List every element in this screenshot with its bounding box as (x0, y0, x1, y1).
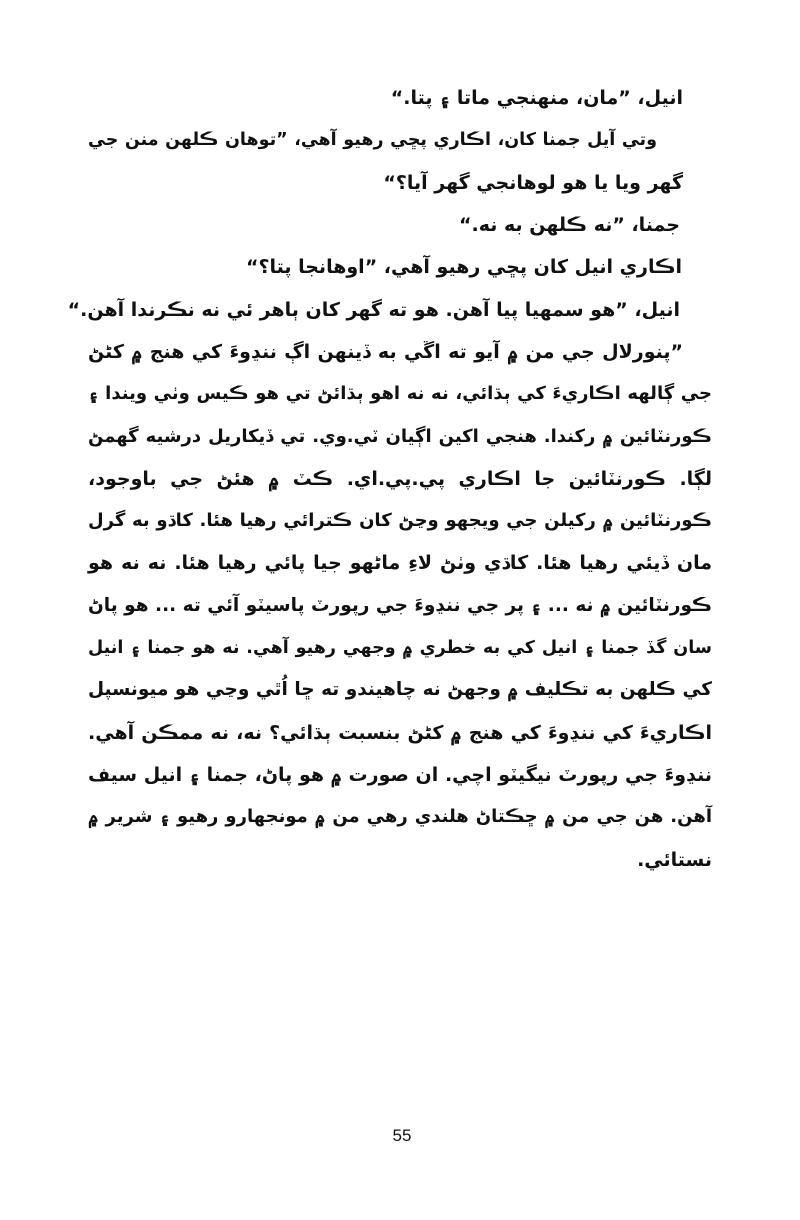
text-line: انيل، ”هو سمهيا پيا آهن. هو ته گهر کان ٻاهر ئي نه نڪرندا آهن.“ (67, 299, 680, 321)
text-line: کي ڪلهن به تڪليف ۾ وجهڻ نه چاهيندو ته ڇا اُٿي وڃي هو ميونسپل (88, 679, 712, 700)
text-line: آهن. هن جي من ۾ ڇڪتاڻ هلندي رهي من ۾ مونجهارو رهيو ۽ شرير ۾ (88, 806, 712, 827)
text-line: ننڍوءَ جي رپورٽ نيگيٽو اچي. ان صورت ۾ هو پاڻ، جمنا ۽ انيل سيف (88, 764, 712, 786)
text-line: ڪورنٽائين ۾ رکندا. هنجي اکين اڳيان ٽي.وي. تي ڏيکاريل درشيه گهمڻ (88, 426, 712, 447)
text-line: اڪاريءَ کي ننڍوءَ کي هنج ۾ کڻڻ بنسبت ٻڌائي؟ نه، نه ممڪن آهي. (88, 722, 712, 744)
text-line: نستائي. (637, 849, 712, 871)
text-line: ڪورنٽائين ۾ رکيلن جي ويجهو وڃڻ کان ڪترائي رهيا هئا. کاڌو به گرل (88, 510, 712, 531)
page-number: 55 (392, 1126, 412, 1145)
text-line: مان ڏيئي رهيا هئا. کاڌي وٺڻ لاءِ ماڻهو جيا پائي رهيا هئا. نه نه هو (88, 552, 712, 574)
text-line: سان گڏ جمنا ۽ انيل کي به خطري ۾ وجهي رهيو آهي. نه هو جمنا ۽ انيل (88, 638, 712, 658)
text-line: ڪورنٽائين ۾ نه ... ۽ پر جي ننڍوءَ جي رپورٽ پاسيٽو آئي ته ... هو پاڻ (88, 595, 712, 616)
text-line: جمنا، ”نه ڪلهن به نه.“ (459, 214, 680, 236)
text-line: وتي آيل جمنا کان، اڪاري پڇي رهيو آهي، ”توهان ڪلهن منن جي (88, 130, 657, 150)
text-line: گهر ويا يا هو لوهانجي گهر آيا؟“ (383, 172, 683, 194)
text-line: ”پنورلال جي من ۾ آيو ته اڱي به ڏينهن اڳ ننڍوءَ کي هنج ۾ کڻڻ (88, 341, 683, 363)
text-line: انيل، ”مان، منهنجي ماتا ۽ پتا.“ (390, 87, 683, 109)
text-line: لڳا. ڪورنٽائين جا اڪاري پي.پي.اي. ڪٽ ۾ هئڻ جي باوجود، (88, 468, 712, 490)
text-line: جي ڳالهه اڪاريءَ کي ٻڌائي، نه نه اهو ٻڌائڻ تي هو ڪيس وٺي ويندا ۽ (88, 383, 712, 404)
text-line: اڪاري انيل کان پڇي رهيو آهي، ”اوهانجا پتا؟“ (245, 256, 682, 278)
